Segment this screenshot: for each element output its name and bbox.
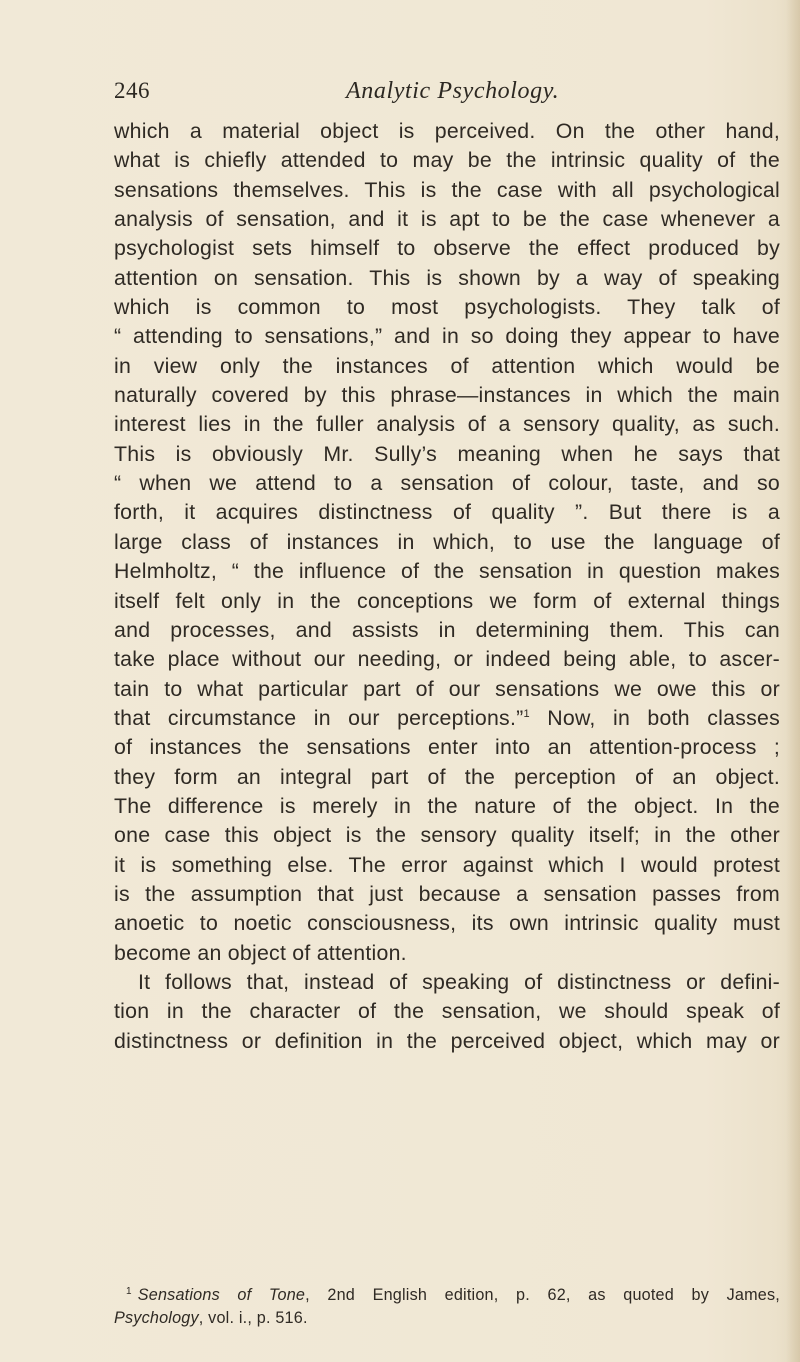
text-line: itself felt only in the conceptions we form of external things (114, 588, 780, 613)
text-segment: Now, in both classes (547, 705, 781, 730)
body-text (114, 117, 780, 1056)
text-line-with-footnote-ref (114, 704, 780, 733)
text-line: analysis of sensation, and it is apt to be the case whenever a (114, 207, 780, 232)
text-line: psychologist sets himself to observe the effect produced by (114, 236, 780, 261)
text-segment: that circumstance in our perceptions.” (114, 705, 524, 730)
footnote-title: Sensations of Tone (137, 1286, 306, 1304)
page-number: 246 (114, 78, 150, 103)
text-line: Helmholtz, “ the influence of the sensation in question makes (114, 559, 780, 584)
footnote-mark: 1 (126, 1286, 132, 1297)
footnote-source-detail: , vol. i., p. 516. (198, 1309, 308, 1327)
text-line: tion in the character of the sensation, we should speak of (114, 999, 780, 1024)
text-line: It follows that, instead of speaking of distinctness or defini- (138, 969, 780, 994)
page-header (114, 78, 724, 118)
text-line: which a material object is perceived. On the other hand, (114, 119, 780, 143)
text-line: tain to what particular part of our sensations we owe this or (114, 676, 780, 701)
text-line: they form an integral part of the perception of an object. (114, 764, 780, 789)
text-line: and processes, and assists in determining them. This can (114, 617, 780, 642)
text-line: The difference is merely in the nature of the object. In the (114, 793, 780, 818)
text-line: large class of instances in which, to use the language of (114, 529, 780, 554)
text-line: attention on sensation. This is shown by a way of speaking (114, 265, 780, 290)
page-edge-shadow (786, 0, 800, 1362)
text-line: This is obviously Mr. Sully’s meaning when he says that (114, 441, 780, 466)
footnote-text: , 2nd English edition, p. 62, as quoted by James, (305, 1286, 780, 1304)
running-title: Analytic Psychology. (346, 78, 560, 104)
text-line: sensations themselves. This is the case with all psychological (114, 177, 780, 202)
text-line: one case this object is the sensory quality itself; in the other (114, 823, 780, 848)
text-line: is the assumption that just because a sensation passes from (114, 881, 780, 906)
text-line: anoetic to noetic consciousness, its own intrinsic quality must (114, 911, 780, 936)
text-line: “ when we attend to a sensation of colour, taste, and so (114, 471, 780, 496)
text-line: “ attending to sensations,” and in so doing they appear to have (114, 324, 780, 349)
footnote (114, 1284, 780, 1330)
text-line: in view only the instances of attention which would be (114, 353, 780, 378)
text-line: of instances the sensations enter into an attention-process ; (114, 735, 780, 760)
text-line: take place without our needing, or indeed being able, to ascer- (114, 647, 780, 672)
footnote-line (114, 1284, 780, 1307)
text-line: interest lies in the fuller analysis of a sensory quality, as such. (114, 412, 780, 437)
text-line: what is chiefly attended to may be the intrinsic quality of the (114, 148, 780, 173)
footnote-reference[interactable]: 1 (523, 707, 530, 720)
text-line: forth, it acquires distinctness of quality ”. But there is a (114, 500, 780, 525)
footnote-line (114, 1307, 780, 1330)
footnote-source: Psychology (114, 1309, 199, 1327)
text-line: which is common to most psychologists. They talk of (114, 295, 780, 320)
text-line: become an object of attention. (114, 940, 407, 965)
text-line: naturally covered by this phrase—instances in which the main (114, 383, 780, 408)
text-line: distinctness or definition in the perceived object, which may or (114, 1028, 780, 1053)
text-line: it is something else. The error against which I would protest (114, 852, 780, 877)
